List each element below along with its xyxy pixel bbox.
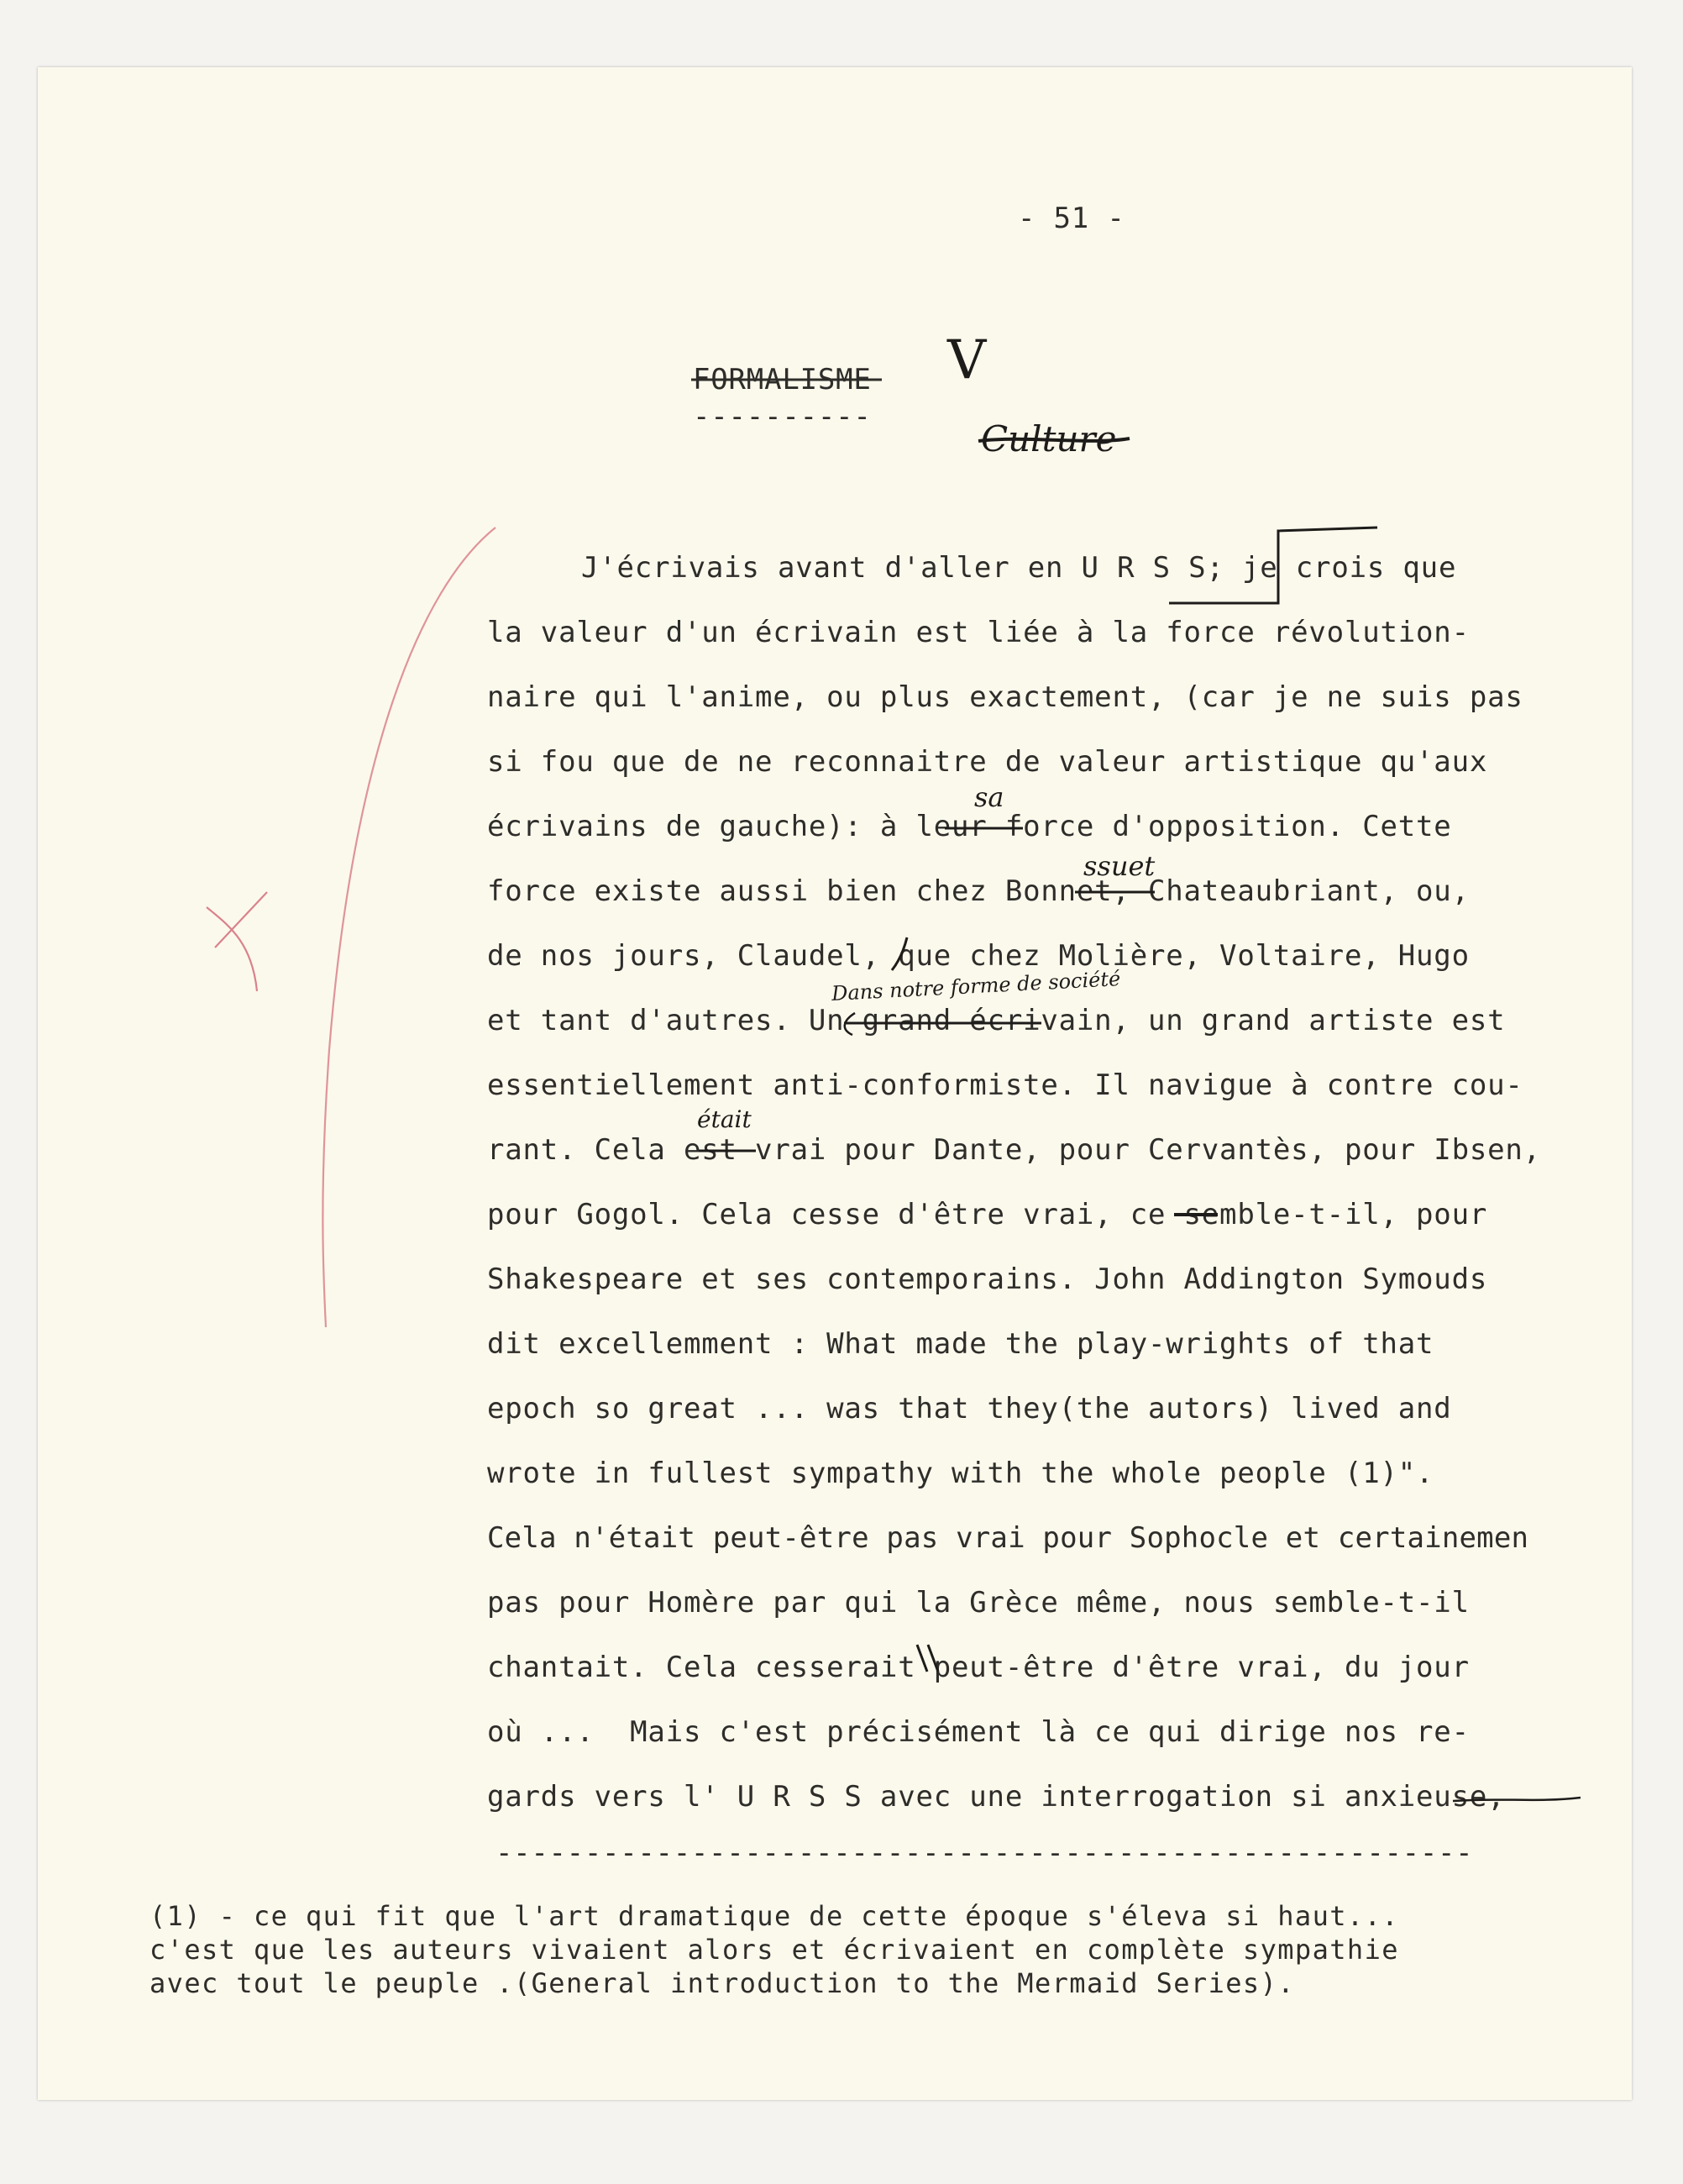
text-line: si fou que de ne reconnaitre de valeur artistique qu'aux [487, 745, 1488, 779]
footnote-line: avec tout le peuple .(General introduction to the Mermaid Series). [149, 1967, 1295, 1999]
text-line: Shakespeare et ses contemporains. John Addington Symouds [487, 1263, 1488, 1296]
text-line: écrivains de gauche): à leur force d'opposition. Cette [487, 810, 1452, 843]
footnote-line: (1) - ce qui fit que l'art dramatique de cette époque s'éleva si haut... [149, 1900, 1399, 1932]
handwritten-sa: sa [974, 781, 1004, 813]
page-number: - 51 - [1018, 202, 1125, 235]
handwritten-ssuet: ssuet [1083, 850, 1156, 882]
text-line: naire qui l'anime, ou plus exactement, (car je ne suis pas [487, 680, 1523, 714]
text-line: la valeur d'un écrivain est liée à la force révolution- [487, 616, 1470, 649]
text-line: et tant d'autres. Un grand écrivain, un grand artiste est [487, 1004, 1506, 1037]
text-line: Cela n'était peut-être pas vrai pour Sophocle et certainemen [487, 1521, 1529, 1555]
text-line: force existe aussi bien chez Bonnet, Chateaubriant, ou, [487, 874, 1470, 908]
text-line: chantait. Cela cesserait peut-être d'être vrai, du jour [487, 1651, 1470, 1684]
text-line: essentiellement anti-conformiste. Il navigue à contre cou- [487, 1068, 1523, 1102]
struck-chapter-title: FORMALISME [693, 363, 872, 396]
text-line: de nos jours, Claudel, que chez Molière, Voltaire, Hugo [487, 939, 1470, 973]
handwritten-dans-notre-forme: Dans notre forme de société [831, 967, 1121, 1005]
chapter-numeral: V [947, 329, 987, 391]
text-line: epoch so great ... was that they(the autors) lived and [487, 1392, 1452, 1425]
text-line: J'écrivais avant d'aller en U R S S; je crois que [581, 551, 1457, 585]
text-line: rant. Cela est vrai pour Dante, pour Cervantès, pour Ibsen, [487, 1133, 1541, 1167]
text-line: dit excellemment : What made the play-wrights of that [487, 1327, 1434, 1361]
footnote-separator: ------------------------------------------------------- [495, 1836, 1474, 1870]
text-line: pour Gogol. Cela cesse d'être vrai, ce semble-t-il, pour [487, 1198, 1488, 1231]
text-line: wrote in fullest sympathy with the whole people (1)". [487, 1457, 1434, 1490]
title-underline: ---------- [693, 400, 872, 433]
text-line: où ... Mais c'est précisément là ce qui dirige nos re- [487, 1715, 1470, 1749]
struck-handwritten-heading: Culture [981, 418, 1117, 459]
footnote-line: c'est que les auteurs vivaient alors et écrivaient en complète sympathie [149, 1934, 1399, 1966]
handwritten-etait: était [697, 1105, 752, 1133]
text-line: pas pour Homère par qui la Grèce même, nous semble-t-il [487, 1586, 1470, 1620]
text-line: gards vers l' U R S S avec une interrogation si anxieuse, [487, 1780, 1506, 1814]
